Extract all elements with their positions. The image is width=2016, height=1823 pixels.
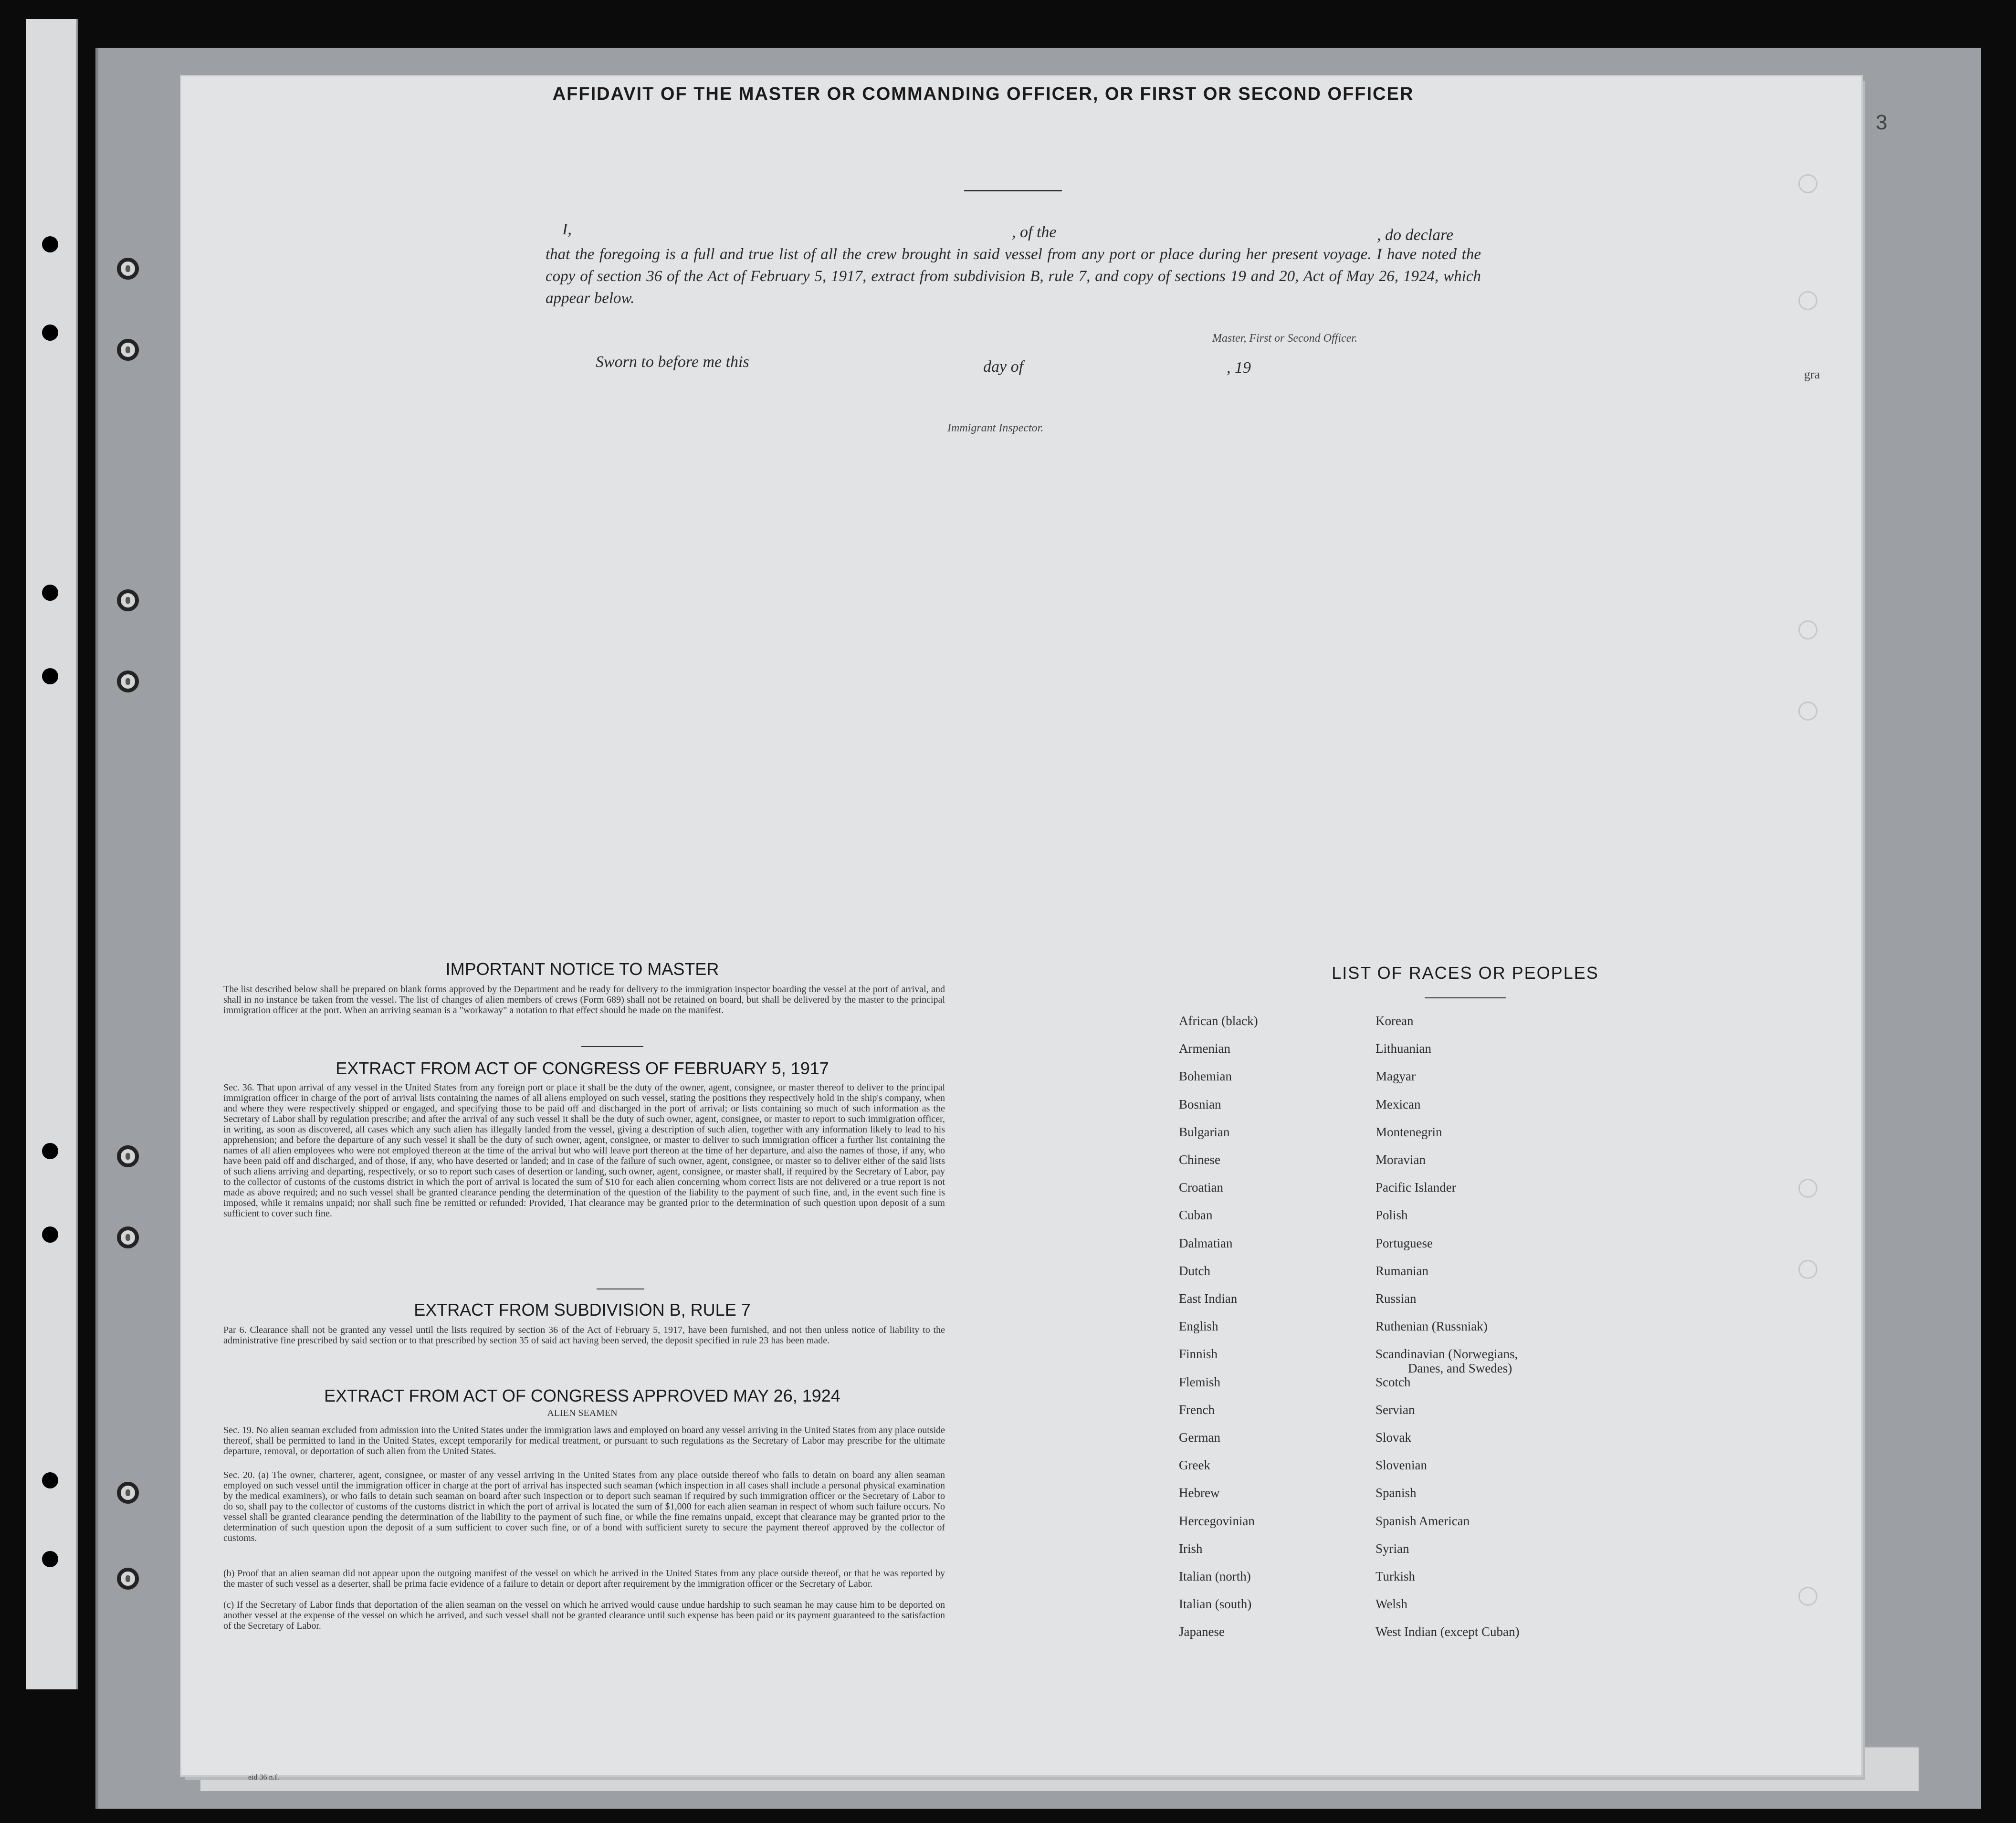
extract-1924-sec20b: (b) Proof that an alien seaman did not appear upon the outgoing manifest of the vessel on which he arrived in the United States from any place outside thereof, or that he was reported by the master of such vessel as a deserter, shall be prima facie evidence of a failure to detain or deport after requirement by the immigration officer or the Secretary of Labor.: [223, 1568, 945, 1589]
inspector-caption: Immigrant Inspector.: [947, 422, 1044, 434]
affidavit-title: AFFIDAVIT OF THE MASTER OR COMMANDING OFFICER, OR FIRST OR SECOND OFFICER: [552, 84, 1414, 104]
race-item: Syrian: [1376, 1541, 1409, 1556]
title-rule: [964, 190, 1062, 191]
binder-ring: [117, 1145, 139, 1167]
section-rule: [581, 1046, 643, 1047]
margin-circle: [1798, 1260, 1817, 1279]
race-item: German: [1179, 1430, 1220, 1445]
race-item: Armenian: [1179, 1041, 1230, 1056]
sworn-label: Sworn to before me this: [596, 353, 749, 371]
race-item: Cuban: [1179, 1208, 1213, 1222]
race-item: East Indian: [1179, 1291, 1238, 1306]
race-item: Rumanian: [1376, 1264, 1428, 1278]
race-item: Chinese: [1179, 1152, 1220, 1167]
punch-hole: [42, 1551, 58, 1567]
punch-hole: [42, 585, 58, 601]
extract-rule7-text: Par 6. Clearance shall not be granted any vessel until the lists required by section 36 of the Act of February 5, 1917, have been furnished, and not then unless notice of liability to the administrative fine prescribed by said section or to that prescribed by section 35 of said act having been served, the deposit specified in rule 23 has been made.: [223, 1325, 945, 1346]
race-item: Portuguese: [1376, 1236, 1433, 1250]
punch-hole: [42, 668, 58, 684]
race-item: Russian: [1376, 1291, 1417, 1306]
binder-ring: [117, 1482, 139, 1504]
punch-hole: [42, 1226, 58, 1243]
binder-ring: [117, 1226, 139, 1248]
margin-circle: [1798, 174, 1817, 193]
margin-circle: [1798, 702, 1817, 721]
race-item: English: [1179, 1319, 1218, 1333]
extract-1917-text: Sec. 36. That upon arrival of any vessel in the United States from any foreign port or place it shall be the duty of the owner, agent, consignee, or master thereof to deliver to the principal immigration officer in charge of the port of arrival lists containing the names of all aliens employed on such vessel, stating the positions they respectively hold in the ship's company, when and where they were respectively shipped or engaged, and specifying those to be paid off and discharged in the port of arrival; or lists containing so much of such information as the Secretary of Labor shall by regulation prescribe; and after the arrival of any such vessel it shall be the duty of such owner, agent, consignee, or master to report to such immigration officer, in writing, as soon as discovered, all cases which any such alien has illegally landed from the vessel, giving a description of such alien, together with any information likely to lead to his apprehension; and before the departure of any such vessel it shall be the duty of such owner, agent, consignee, or master to deliver to such immigration officer a further list containing the names of all alien employees who were not employed thereon at the time of the arrival but who will leave port thereon at the time of her departure, and also the names of those, if any, who have been paid off and discharged, and of those, if any, who have deserted or landed; and in case of the failure of such owner, agent, consignee, or master so to deliver either of the said lists of such aliens arriving and departing, respectively, or so to report such cases of desertion or landing, such owner, agent, consignee, or master shall, if required by the Secretary of Labor, pay to the collector of customs of the customs district in which the port of arrival is located the sum of $10 for each alien concerning whom correct lists are not delivered or a true report is not made as above required; and no such vessel shall be granted clearance pending the determination of the question of the liability to the payment of such fine, and, in the event such fine is imposed, while it remains unpaid; nor shall such fine be remitted or refunded: Provided, That clearance may be granted prior to the determination of such question upon deposit of a sum sufficient to cover such fine.: [223, 1082, 945, 1219]
race-item: Pacific Islander: [1376, 1180, 1456, 1194]
race-item: Servian: [1376, 1403, 1415, 1417]
race-item-continuation: Danes, and Swedes): [1408, 1361, 1512, 1375]
extract-1924-heading: EXTRACT FROM ACT OF CONGRESS APPROVED MAY 26, 1924: [324, 1386, 840, 1405]
day-of-label: day of: [983, 358, 1024, 376]
affidavit-i-label: I,: [562, 220, 572, 238]
race-item: Korean: [1376, 1014, 1414, 1028]
race-item: Magyar: [1376, 1069, 1416, 1083]
race-item: Scandinavian (Norwegians,: [1376, 1347, 1518, 1361]
race-item: Bulgarian: [1179, 1125, 1230, 1139]
races-heading: LIST OF RACES OR PEOPLES: [1332, 963, 1599, 983]
extract-1917-heading: EXTRACT FROM ACT OF CONGRESS OF FEBRUARY 5, 1917: [336, 1058, 829, 1078]
punch-hole: [42, 1143, 58, 1159]
race-item: Slovenian: [1376, 1458, 1427, 1472]
binder-ring: [117, 339, 139, 361]
race-item: Dalmatian: [1179, 1236, 1233, 1250]
race-item: Spanish: [1376, 1486, 1417, 1500]
race-item: Japanese: [1179, 1624, 1225, 1639]
race-item: Spanish American: [1376, 1514, 1470, 1528]
race-item: Montenegrin: [1376, 1125, 1442, 1139]
race-item: Greek: [1179, 1458, 1210, 1472]
race-item: West Indian (except Cuban): [1376, 1624, 1520, 1639]
race-item: Polish: [1376, 1208, 1408, 1222]
punch-hole: [42, 236, 58, 252]
race-item: Irish: [1179, 1541, 1203, 1556]
race-item: Croatian: [1179, 1180, 1223, 1194]
race-item: Flemish: [1179, 1375, 1221, 1389]
race-item: Bosnian: [1179, 1097, 1221, 1111]
race-item: French: [1179, 1403, 1215, 1417]
affidavit-of-the: , of the: [1012, 223, 1057, 241]
footer-code: eid 36 n.f.: [248, 1773, 279, 1781]
margin-circle: [1798, 1587, 1817, 1606]
punch-hole: [42, 1472, 58, 1488]
race-item: Lithuanian: [1376, 1041, 1431, 1056]
extract-1924-sec19: Sec. 19. No alien seaman excluded from admission into the United States under the immigration laws and employed on board any vessel arriving in the United States from any place outside thereof, shall be permitted to land in the United States, except temporarily for medical treatment, or pursuant to such regulations as the Secretary of Labor may prescribe for the ultimate departure, removal, or deportation of such alien from the United States.: [223, 1425, 945, 1456]
binder-ring: [117, 671, 139, 692]
year-prefix: , 19: [1227, 359, 1251, 377]
race-item: Hebrew: [1179, 1486, 1220, 1500]
binder-ring: [117, 589, 139, 611]
side-mark: gra: [1804, 367, 1820, 381]
race-item: Turkish: [1376, 1569, 1416, 1583]
race-item: Scotch: [1376, 1375, 1411, 1389]
extract-rule7-heading: EXTRACT FROM SUBDIVISION B, RULE 7: [414, 1300, 751, 1320]
race-item: Moravian: [1376, 1152, 1426, 1167]
race-item: Italian (south): [1179, 1597, 1252, 1611]
extract-1924-sec20a: Sec. 20. (a) The owner, charterer, agent, consignee, or master of any vessel arriving in the United States from any place outside thereof who fails to detain on board any alien seaman employed on such vessel until the immigration officer in charge at the port of arrival has inspected such seaman (which inspection in all cases shall include a personal physical examination by the medical examiners), or who fails to detain such seaman on board after such inspection or to deport such seaman if required by such immigration officer or the Secretary of Labor to do so, shall pay to the collector of customs of the customs district in which the port of arrival is located the sum of $1,000 for each alien seaman in respect of whom such failure occurs. No vessel shall be granted clearance pending the determination of the liability to the payment of such fine, or while the fine remains unpaid, except that clearance may be granted prior to the determination of such question upon the deposit of a sum sufficient to cover such fine, or of a bond with sufficient surety to secure the payment thereof approved by the collector of customs.: [223, 1470, 945, 1543]
signature-caption: Master, First or Second Officer.: [1212, 332, 1357, 345]
margin-circle: [1798, 291, 1817, 310]
race-item: Dutch: [1179, 1264, 1210, 1278]
binding-strip: [26, 19, 78, 1689]
race-item: African (black): [1179, 1014, 1258, 1028]
margin-circle: [1798, 1179, 1817, 1198]
race-item: Bohemian: [1179, 1069, 1232, 1083]
race-item: Italian (north): [1179, 1569, 1251, 1583]
extract-1924-subheading: ALIEN SEAMEN: [547, 1408, 618, 1418]
punch-hole: [42, 325, 58, 341]
affidavit-do-declare: , do declare: [1377, 226, 1454, 244]
notice-heading: IMPORTANT NOTICE TO MASTER: [445, 959, 719, 979]
affidavit-declaration: that the foregoing is a full and true list of all the crew brought in said vessel from any port or place during her present voyage. I have noted the copy of section 36 of the Act of February 5, 1917, extract from subdivision B, rule 7, and copy of sections 19 and 20, Act of May 26, 1924, which appear below.: [546, 246, 1481, 307]
binder-ring: [117, 1568, 139, 1590]
race-item: Mexican: [1376, 1097, 1421, 1111]
extract-1924-sec20c: (c) If the Secretary of Labor finds that deportation of the alien seaman on the vessel on which he arrived would cause undue hardship to such seaman he may cause him to be deported on another vessel at the expense of the vessel on which he arrived, and such vessel shall not be granted clearance until such expense has been paid or its payment guaranteed to the satisfaction of the Secretary of Labor.: [223, 1600, 945, 1631]
margin-circle: [1798, 620, 1817, 639]
race-item: Slovak: [1376, 1430, 1412, 1445]
race-item: Hercegovinian: [1179, 1514, 1255, 1528]
page-number: 3: [1876, 111, 1888, 134]
race-item: Welsh: [1376, 1597, 1407, 1611]
race-item: Ruthenian (Russniak): [1376, 1319, 1488, 1333]
notice-text: The list described below shall be prepared on blank forms approved by the Department and be ready for delivery to the immigration inspector boarding the vessel at the port of arrival, and shall in no instance be taken from the vessel. The list of changes of alien members of crews (Form 689) shall not be retained on board, but shall be delivered by the master to the principal immigration officer at the port. When an arriving seaman is a "workaway" a notation to that effect should be made on the manifest.: [223, 984, 945, 1016]
race-item: Finnish: [1179, 1347, 1218, 1361]
races-rule: [1425, 997, 1506, 998]
binder-ring: [117, 258, 139, 280]
